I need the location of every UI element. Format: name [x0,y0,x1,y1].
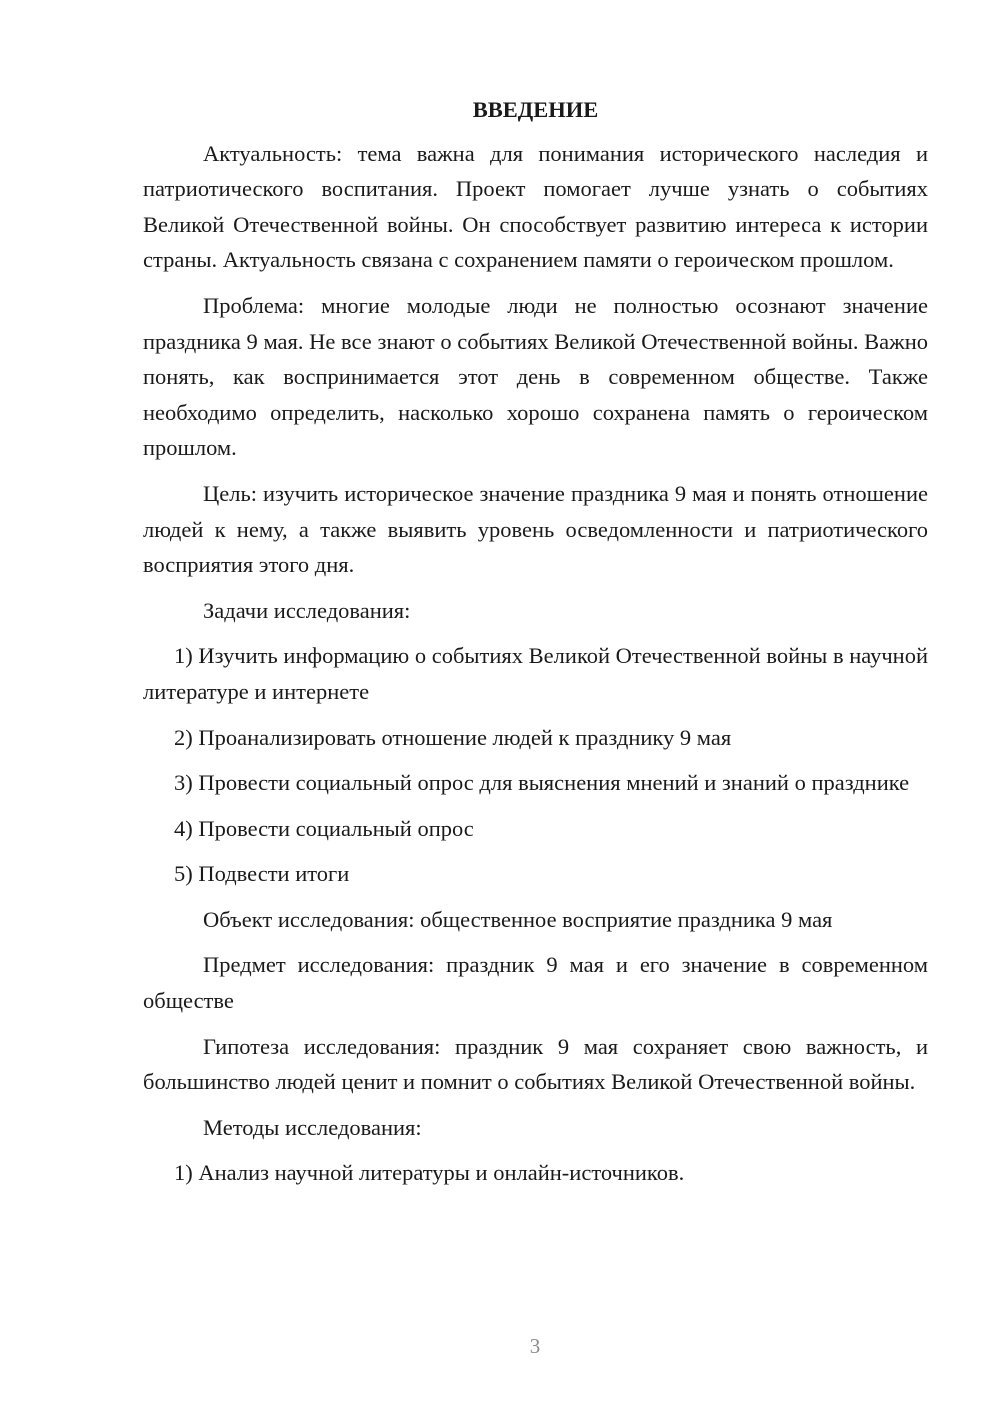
task-item-2: 2) Проанализировать отношение людей к празднику 9 мая [174,724,732,750]
tasks-heading: Задачи исследования: [203,597,411,623]
object-paragraph: Объект исследования: общественное восприятие праздника 9 мая [203,906,833,932]
methods-heading: Методы исследования: [203,1114,422,1140]
task-item-3: 3) Провести социальный опрос для выяснения мнений и знаний о празднике [174,770,910,796]
task-item-5: 5) Подвести итоги [174,861,350,887]
task-item-4: 4) Провести социальный опрос [174,815,474,841]
method-item-1: 1) Анализ научной литературы и онлайн-источников. [174,1160,685,1186]
page-number: 3 [529,1334,541,1358]
section-title: ВВЕДЕНИЕ [472,97,599,122]
relevance-paragraph: Актуальность: тема важна для понимания исторического наследия и патриотического воспитания. Проект помогает лучше узнать о событиях Великой Отечественной войны. Он способствует развитию интереса к истории страны. Актуальность связана с сохранением памяти о героическом прошлом. [143,140,928,273]
task-item-1: 1) Изучить информацию о событиях Великой Отечественной войны в научной литературе и интернете [143,643,928,704]
goal-paragraph: Цель: изучить историческое значение праздника 9 мая и понять отношение людей к нему, а также выявить уровень осведомленности и патриотического восприятия этого дня. [143,480,928,578]
document-page [143,92,928,1201]
subject-paragraph: Предмет исследования: праздник 9 мая и его значение в современном обществе [143,952,928,1014]
problem-paragraph: Проблема: многие молодые люди не полностью осознают значение праздника 9 мая. Не все знают о событиях Великой Отечественной войны. Важно понять, как воспринимается этот день в современном обществе. Также необходимо определить, насколько хорошо сохранена память о героическом прошлом. [143,292,928,461]
hypothesis-paragraph: Гипотеза исследования: праздник 9 мая сохраняет свою важность, и большинство людей ценит и помнит о событиях Великой Отечественной войны. [143,1033,928,1095]
